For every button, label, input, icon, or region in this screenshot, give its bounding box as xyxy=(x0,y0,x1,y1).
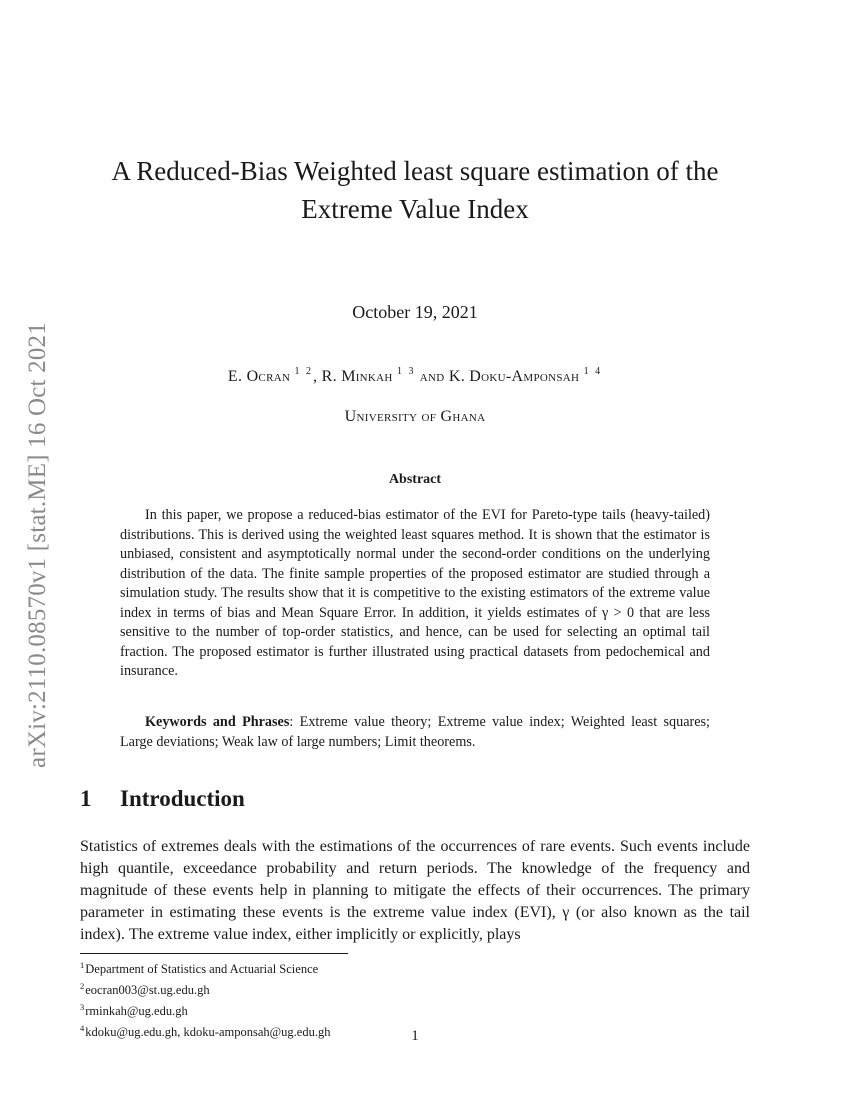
paper-date: October 19, 2021 xyxy=(352,302,478,322)
author-name-1: E. Ocran xyxy=(227,368,291,385)
section-title: Introduction xyxy=(120,786,245,811)
keywords-text: : Extreme value theory; Extreme value index; Weighted least squares; Large deviations; Weak law of large numbers; Limit theorems. xyxy=(120,714,710,750)
footnote xyxy=(80,999,750,1020)
author-marks-1: 1 2 xyxy=(294,366,314,377)
footnote-mark: 2 xyxy=(80,981,85,991)
footnote-mark: 3 xyxy=(80,1002,85,1012)
abstract-text: In this paper, we propose a reduced-bias estimator of the EVI for Pareto-type tails (heavy-tailed) distributions. This is derived using the weighted least squares method. It is shown that the estimator is unbiased, consistent and asymptotically normal under the second-order conditions on the underlying distribution of the data. The finite sample properties of the proposed estimator are studied through a simulation study. The results show that it is competitive to the existing estimators of the extreme value index in terms of bias and Mean Square Error. In addition, it yields estimates of γ > 0 that are less sensitive to the number of top-order statistics, and hence, can be used for selecting an optimal tail fraction. The proposed estimator is further illustrated using practical datasets from pedochemical and insurance. xyxy=(120,507,710,679)
paper-title xyxy=(80,152,750,228)
author-list: E. Ocran $^{1 2}$, R. Minkah $^{1 3}$ and K. Doku-Amponsah $^{1 4}$ xyxy=(227,366,603,385)
section-number: 1 xyxy=(80,786,92,811)
footnote-email[interactable]: kdoku@ug.edu.gh, kdoku-amponsah@ug.edu.gh xyxy=(85,1025,331,1039)
footnote-mark: 1 xyxy=(80,960,85,970)
author-marks-2: 1 3 xyxy=(396,366,416,377)
title-line-1: A Reduced-Bias Weighted least square estimation of the xyxy=(111,156,719,186)
footnote-divider xyxy=(80,953,348,954)
footnote xyxy=(80,957,750,978)
footnote-email[interactable]: rminkah@ug.edu.gh xyxy=(85,1004,188,1018)
title-line-2: Extreme Value Index xyxy=(301,194,529,224)
keywords-label: Keywords and Phrases xyxy=(145,714,290,730)
author-name-2: R. Minkah xyxy=(321,368,393,385)
footnote-mark: 4 xyxy=(80,1023,85,1033)
page-number: 1 xyxy=(411,1028,419,1044)
affiliation: University of Ghana xyxy=(344,408,486,425)
author-name-3: K. Doku-Amponsah xyxy=(448,368,580,385)
author-conjunction: and xyxy=(419,368,445,385)
section-heading xyxy=(80,786,245,812)
footnote-email[interactable]: eocran003@st.ug.edu.gh xyxy=(85,983,210,997)
footnote-text: Department of Statistics and Actuarial Science xyxy=(85,962,319,976)
keywords-paragraph xyxy=(120,713,710,752)
author-marks-3: 1 4 xyxy=(583,366,603,377)
footnote xyxy=(80,978,750,999)
arxiv-identifier-stamp[interactable]: arXiv:2110.08570v1 [stat.ME] 16 Oct 2021 xyxy=(24,322,51,768)
introduction-paragraph: Statistics of extremes deals with the estimations of the occurrences of rare events. Such events include high quantile, exceedance probability and return periods. The knowledge of the frequency and magnitude of these events help in planning to mitigate the effects of their occurrences. The primary parameter in estimating these events is the extreme value index (EVI), γ (or also known as the tail index). The extreme value index, either implicitly or explicitly, plays xyxy=(80,838,750,943)
abstract-heading: Abstract xyxy=(388,472,442,487)
